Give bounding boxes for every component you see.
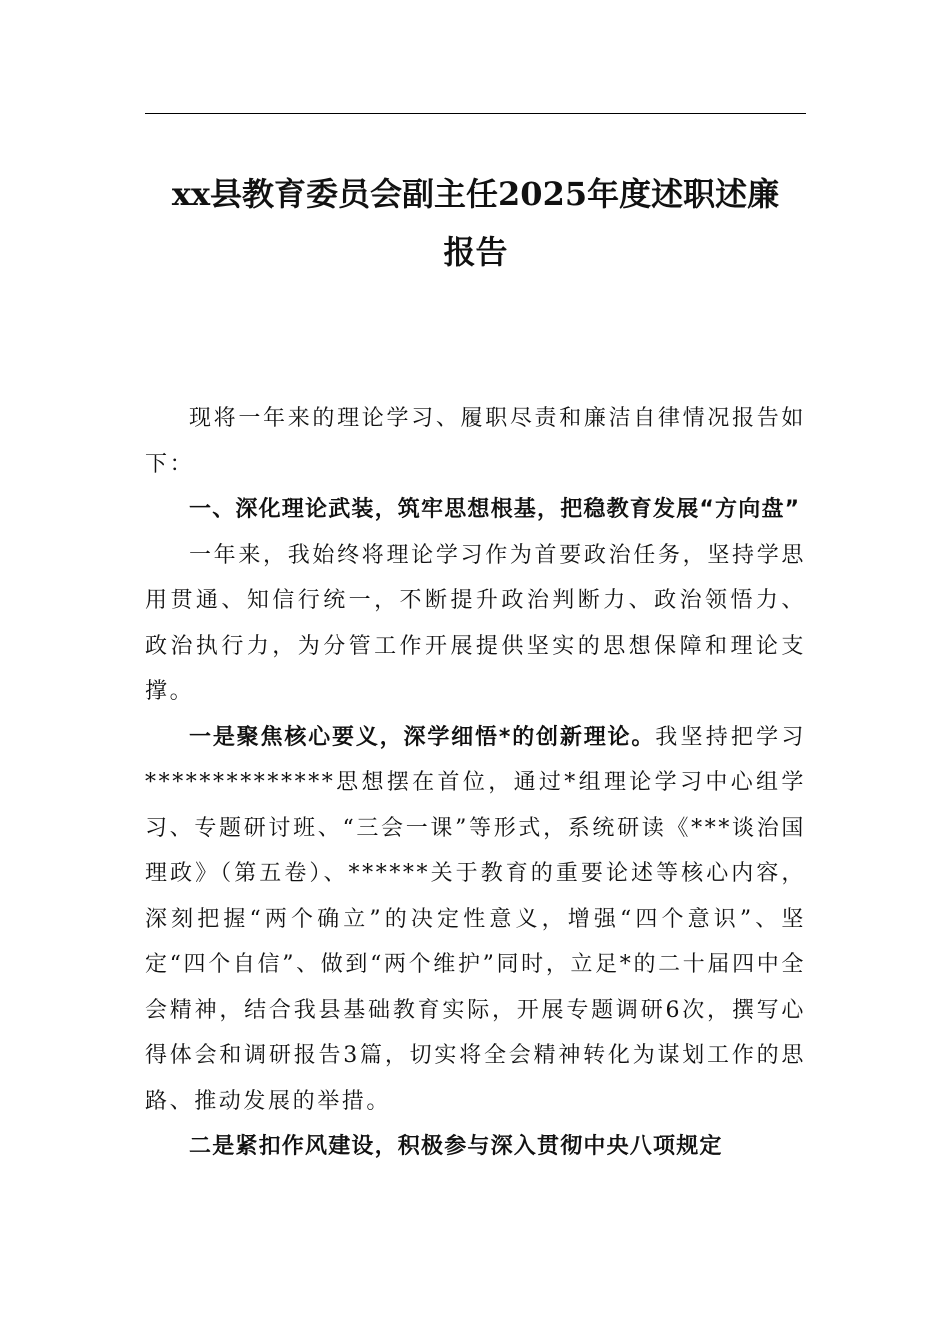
document-body [145,396,806,1170]
document-title [145,165,806,281]
section-heading-1 [145,487,806,533]
title-line-2: 报告 [443,233,508,271]
point-1-paragraph [145,715,806,1125]
point-1-lead: 一是聚焦核心要义，深学细悟*的创新理论。 [189,724,656,750]
header-rule [145,113,806,114]
section-1-text: 一年来，我始终将理论学习作为首要政治任务，坚持学思用贯通、知信行统一，不断提升政治判断力、政治领悟力、政治执行力，为分管工作开展提供坚实的思想保障和理论支撑。 [145,542,806,704]
intro-text: 现将一年来的理论学习、履职尽责和廉洁自律情况报告如下： [145,406,806,477]
point-1-text: 我坚持把学习**************思想摆在首位，通过*组理论学习中心组学习、专题研讨班、“三会一课”等形式，系统研读《***谈治国理政》（第五卷）、******关于教育的重要论述等核心内容，深刻把握“两个确立”的决定性意义，增强“四个意识”、坚定“四个自信”、做到“两个维护”同时，立足*的二十届四中全会精神，结合我县基础教育实际，开展专题调研6次，撰写心得体会和调研报告3篇，切实将全会精神转化为谋划工作的思路、推动发展的举措。 [145,724,806,1114]
point-2-lead: 二是紧扣作风建设，积极参与深入贯彻中央八项规定 [189,1134,723,1159]
title-line-1: xx县教育委员会副主任2025年度述职述廉 [171,175,780,213]
section-1-paragraph [145,533,806,715]
point-2-paragraph [145,1124,806,1170]
section-heading-1-text: 一、深化理论武装，筑牢思想根基，把稳教育发展“方向盘” [189,497,801,522]
intro-paragraph [145,396,806,487]
